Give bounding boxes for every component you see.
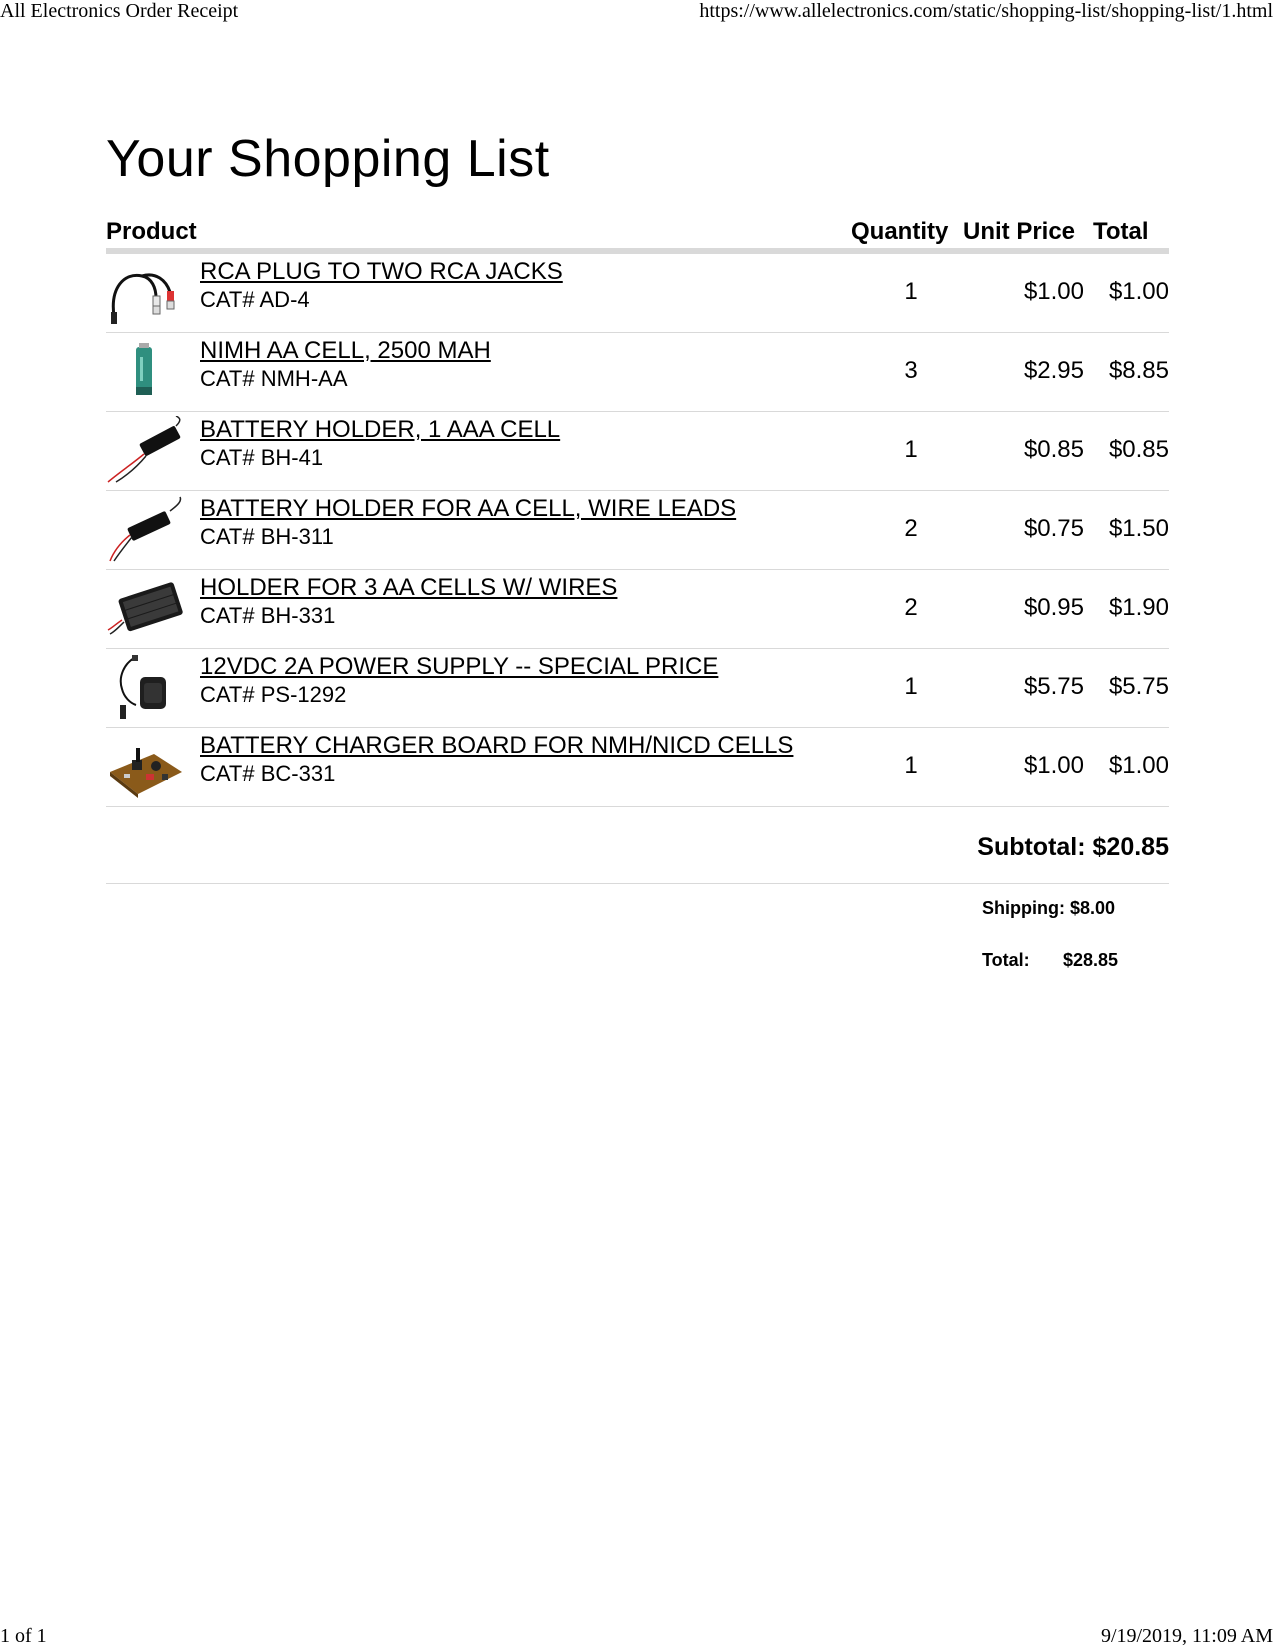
- item-total: $5.75: [1108, 673, 1169, 700]
- shipping-cost: Shipping: $8.00: [982, 898, 1116, 918]
- print-header-url: https://www.allelectronics.com/static/shopping-list/shopping-list/1.html: [699, 0, 1273, 22]
- item-unit-price: $2.95: [1023, 357, 1084, 384]
- item-unit-price: $1.00: [1023, 278, 1084, 305]
- battery-holder-icon: [106, 416, 184, 486]
- item-quantity: 1: [904, 278, 918, 305]
- rca-cable-icon: [106, 258, 184, 328]
- product-link[interactable]: RCA PLUG TO TWO RCA JACKS: [200, 258, 563, 285]
- product-link[interactable]: HOLDER FOR 3 AA CELLS W/ WIRES: [200, 574, 618, 601]
- product-catalog-number: CAT# BH-41: [200, 445, 324, 470]
- table-row: [106, 254, 1169, 333]
- item-quantity: 2: [904, 594, 918, 621]
- table-row: [106, 649, 1169, 728]
- item-unit-price: $1.00: [1023, 752, 1084, 779]
- page-title: Your Shopping List: [106, 130, 550, 188]
- product-link[interactable]: BATTERY HOLDER, 1 AAA CELL: [200, 416, 561, 443]
- grand-total-value: $28.85: [1063, 950, 1119, 970]
- item-unit-price: $0.85: [1023, 436, 1084, 463]
- column-header-total: Total: [1093, 218, 1149, 245]
- item-quantity: 2: [904, 515, 918, 542]
- order-summary: [106, 884, 1169, 1004]
- item-total: $8.85: [1108, 357, 1169, 384]
- product-catalog-number: CAT# BH-331: [200, 603, 336, 628]
- product-catalog-number: CAT# AD-4: [200, 287, 310, 312]
- power-adapter-icon: [106, 653, 184, 723]
- table-row: [106, 412, 1169, 491]
- column-header-unit-price: Unit Price: [963, 218, 1076, 245]
- product-link[interactable]: BATTERY CHARGER BOARD FOR NMH/NICD CELLS: [200, 732, 794, 759]
- column-header-product: Product: [106, 218, 197, 245]
- subtotal: Subtotal: $20.85: [977, 833, 1169, 861]
- item-quantity: 3: [904, 357, 918, 384]
- table-row: [106, 570, 1169, 649]
- product-catalog-number: CAT# PS-1292: [200, 682, 347, 707]
- product-link[interactable]: NIMH AA CELL, 2500 MAH: [200, 337, 491, 364]
- item-quantity: 1: [904, 673, 918, 700]
- item-total: $1.50: [1108, 515, 1169, 542]
- item-unit-price: $5.75: [1023, 673, 1084, 700]
- item-unit-price: $0.75: [1023, 515, 1084, 542]
- table-header: [106, 214, 1169, 254]
- table-row: [106, 333, 1169, 412]
- battery-holder-icon: [106, 495, 184, 565]
- print-footer: [0, 1624, 1275, 1650]
- item-total: $1.00: [1108, 752, 1169, 779]
- print-datetime: 9/19/2019, 11:09 AM: [1100, 1625, 1273, 1647]
- item-total: $1.00: [1108, 278, 1169, 305]
- table-row: [106, 491, 1169, 570]
- item-total: $0.85: [1108, 436, 1169, 463]
- product-catalog-number: CAT# BH-311: [200, 524, 334, 549]
- page-number: 1 of 1: [0, 1625, 47, 1647]
- item-unit-price: $0.95: [1023, 594, 1084, 621]
- item-total: $1.90: [1108, 594, 1169, 621]
- print-header: [0, 0, 1275, 26]
- product-link[interactable]: BATTERY HOLDER FOR AA CELL, WIRE LEADS: [200, 495, 737, 522]
- grand-total-label: Total:: [982, 950, 1030, 970]
- product-catalog-number: CAT# BC-331: [200, 761, 336, 786]
- shopping-list: [106, 120, 1169, 1004]
- triple-battery-holder-icon: [106, 574, 184, 644]
- print-header-title: All Electronics Order Receipt: [0, 0, 239, 22]
- aa-battery-icon: [106, 337, 184, 407]
- table-row: [106, 728, 1169, 807]
- product-catalog-number: CAT# NMH-AA: [200, 366, 348, 391]
- product-link[interactable]: 12VDC 2A POWER SUPPLY -- SPECIAL PRICE: [200, 653, 719, 680]
- circuit-board-icon: [106, 732, 184, 802]
- subtotal-row: [106, 807, 1169, 884]
- item-quantity: 1: [904, 436, 918, 463]
- column-header-quantity: Quantity: [851, 218, 949, 245]
- item-quantity: 1: [904, 752, 918, 779]
